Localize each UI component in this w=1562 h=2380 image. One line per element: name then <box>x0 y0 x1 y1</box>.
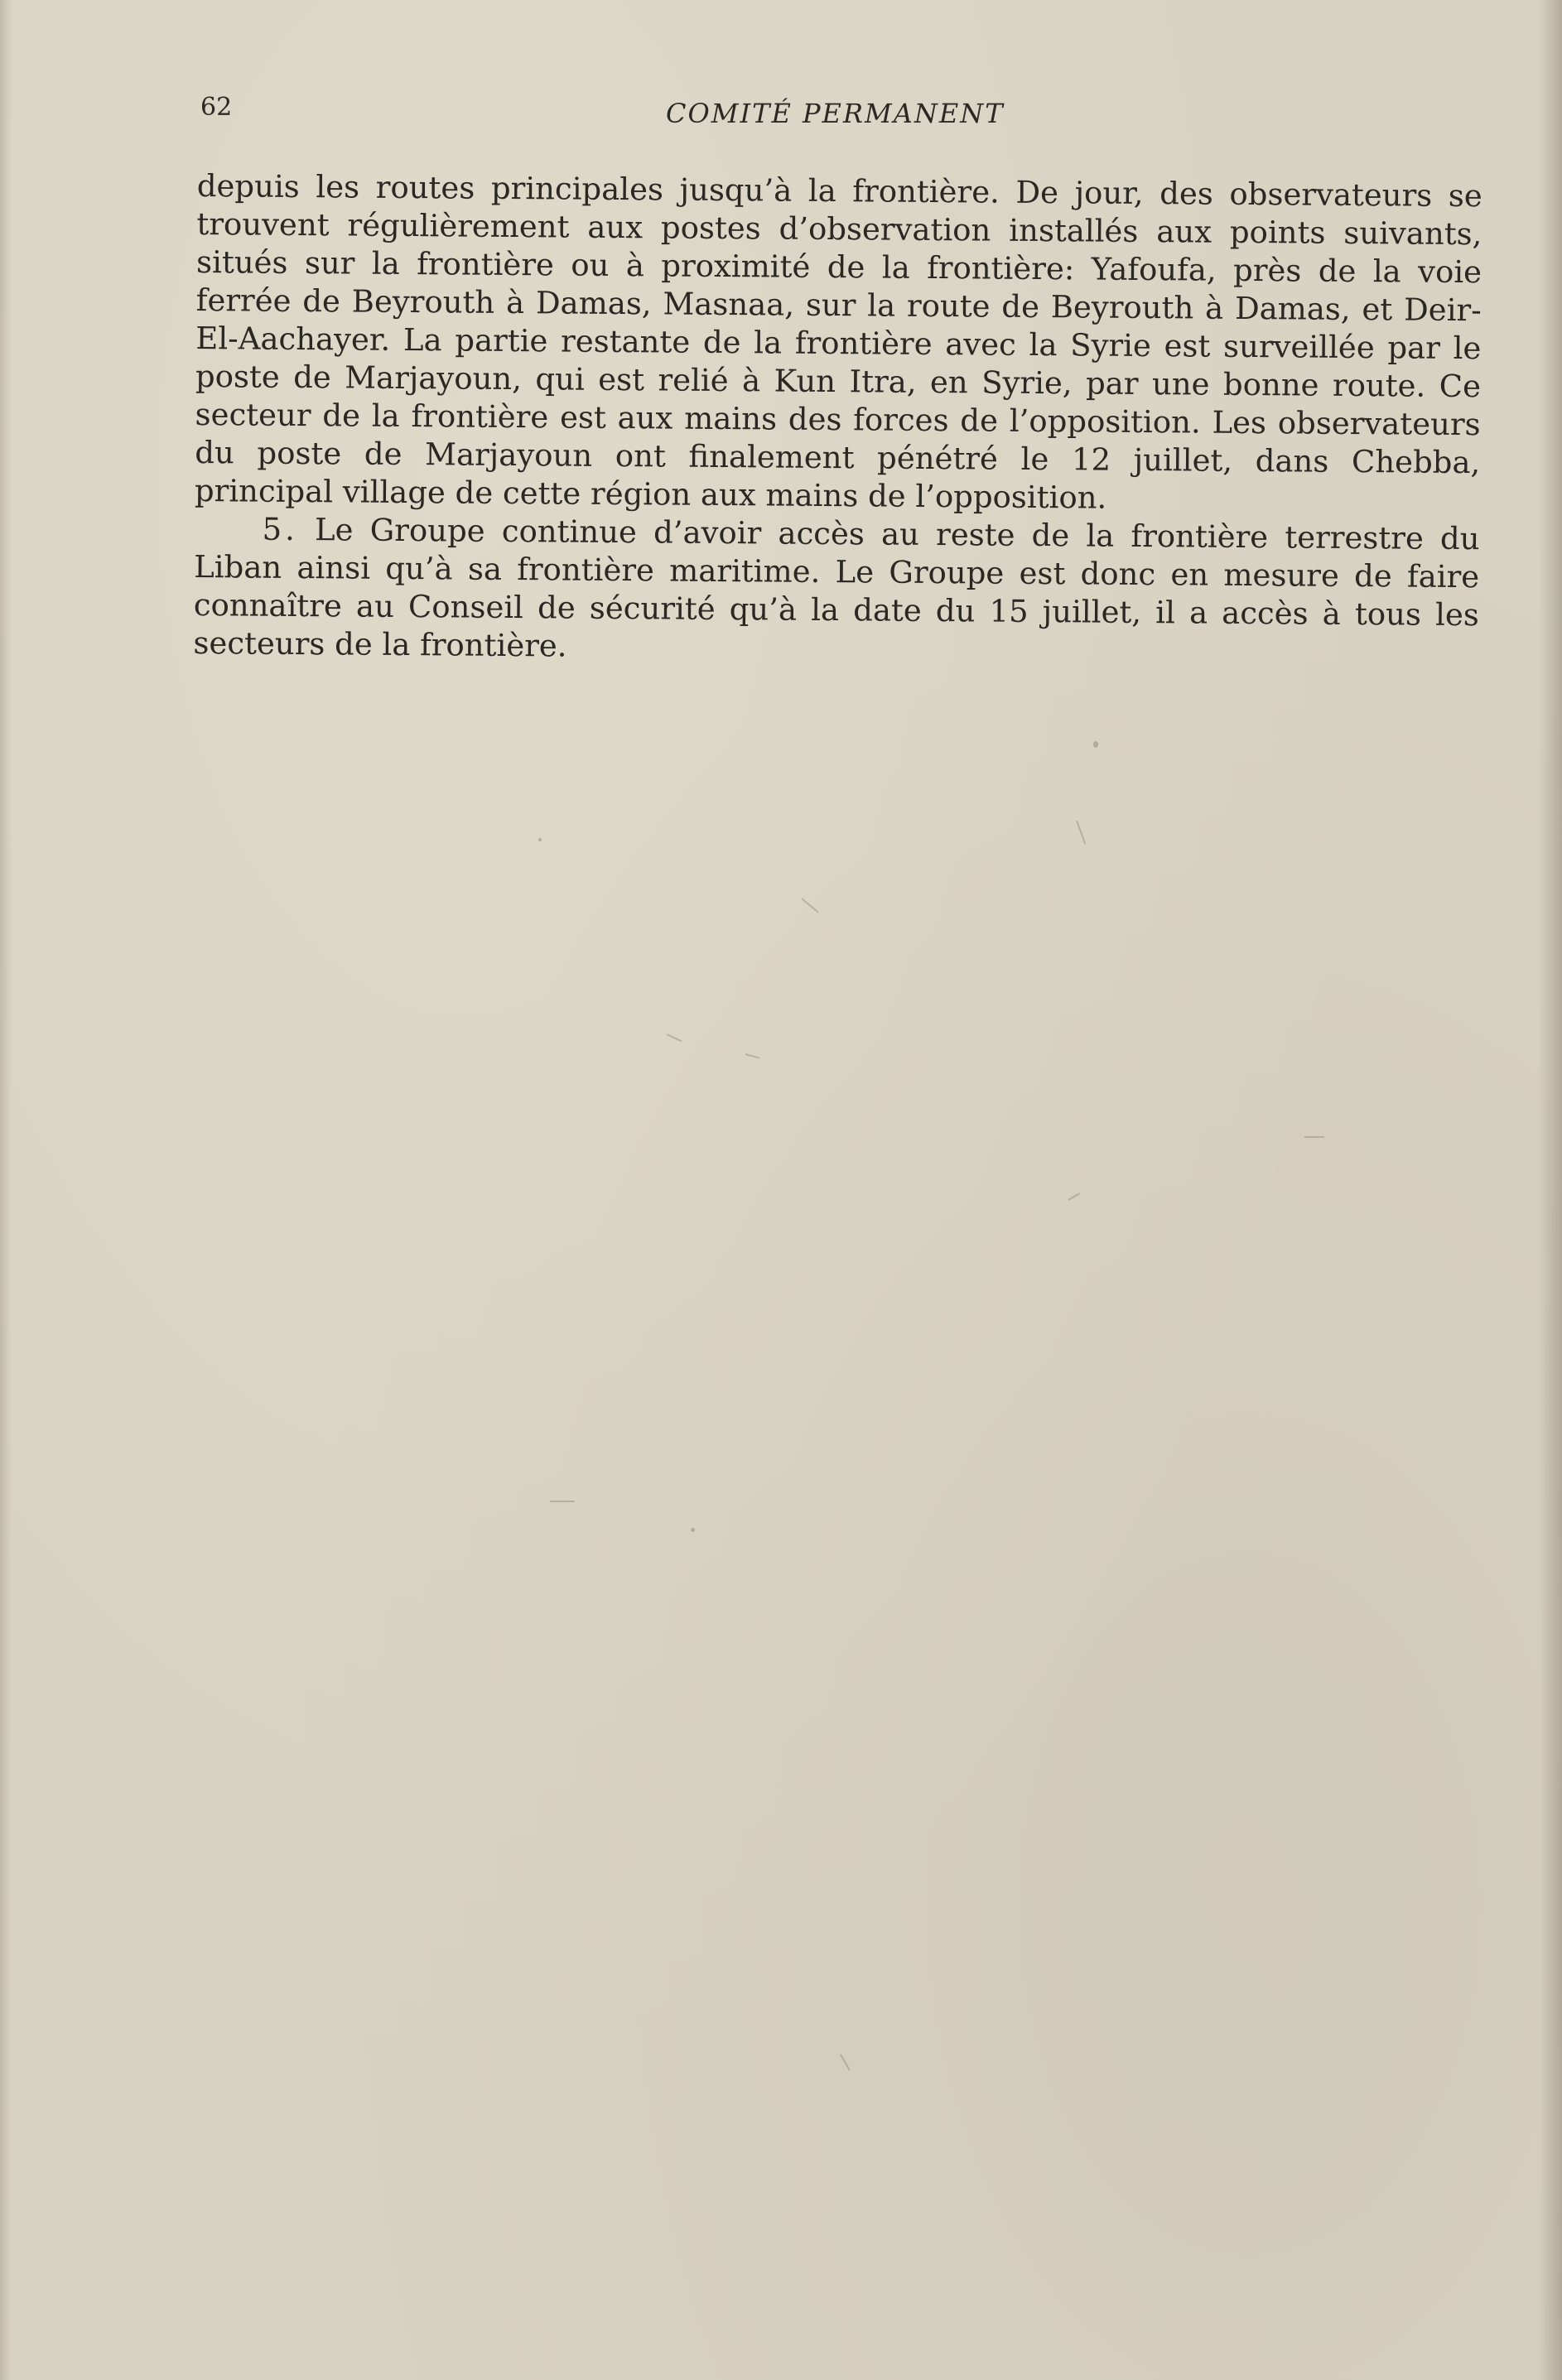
body-text <box>193 167 1482 672</box>
page-left-edge <box>0 0 12 2380</box>
running-title: COMITÉ PERMANENT <box>666 98 1005 129</box>
paper-fiber <box>1304 1136 1324 1138</box>
paragraph-continued: depuis les routes principales jusqu’à la frontière. De jour, des observateurs se trouvent régulièrement aux postes d’observation installés aux points suivants, situés sur la frontière ou à proximité de la frontière: Yafoufa, près de la voie ferrée de Beyrouth à Damas, Masnaa, sur la route de Beyrouth à Damas, et Deir-El-Aachayer. La partie restante de la frontière avec la Syrie est surveillée par le poste de Marjayoun, qui est relié à Kun Itra, en Syrie, par une bonne route. Ce secteur de la frontière est aux mains des forces de l’opposition. Les observateurs du poste de Marjayoun ont finalement pénétré le 12 juillet, dans Chebba, principal village de cette région aux mains de l’opposition. <box>194 167 1482 516</box>
paper-fiber <box>745 1053 760 1059</box>
paragraph-number: 5. <box>262 511 299 547</box>
paper-speck <box>538 838 542 841</box>
paper-fiber <box>667 1033 682 1042</box>
paper-fiber <box>1068 1192 1081 1201</box>
paper-fiber <box>550 1501 575 1502</box>
paper-fiber <box>801 898 818 913</box>
paper-speck <box>691 1528 695 1532</box>
paragraph-5 <box>193 510 1479 672</box>
paper-speck <box>1093 741 1098 748</box>
page-edge-shadow <box>1539 0 1562 2380</box>
paper-fiber <box>840 2055 851 2071</box>
paper-fiber <box>1076 821 1086 845</box>
paragraph-5-text: Le Groupe continue d’avoir accès au reste de la frontière terrestre du Liban ainsi qu’à sa frontière maritime. Le Groupe est donc en mesure de faire connaître au Conseil de sécurité qu’à la date du 15 juillet, il a accès à tous les secteurs de la frontière. <box>193 512 1480 664</box>
page-number: 62 <box>200 93 233 122</box>
